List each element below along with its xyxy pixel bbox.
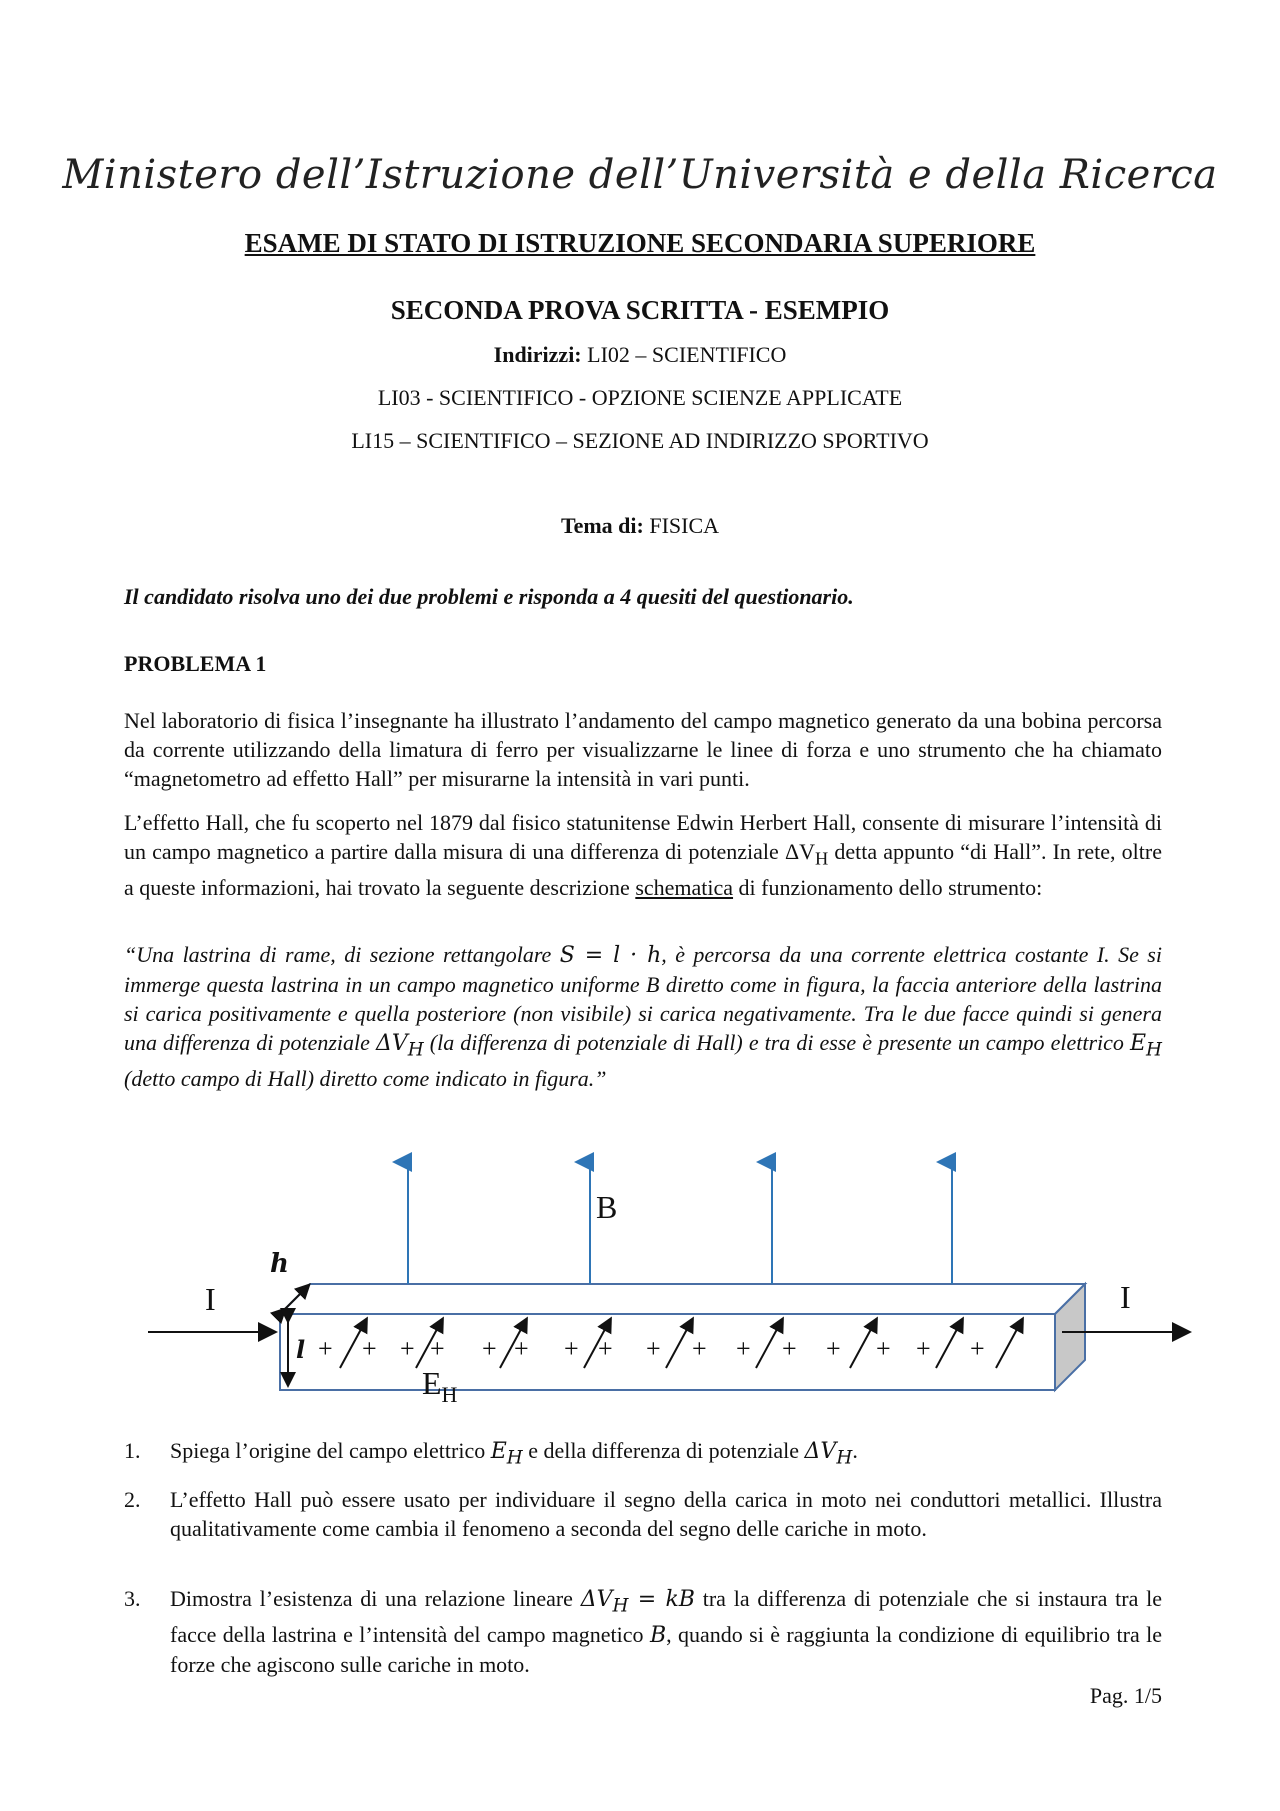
p2-mid: detta appunto “di Hall”. In rete, oltre a queste informazioni, hai trovato la seguente descrizione: [124, 839, 1163, 901]
label-e-main: E: [422, 1365, 442, 1401]
label-i-right: I: [1120, 1279, 1131, 1315]
quote-a: “Una lastrina di rame, di sezione rettangolare: [124, 942, 560, 967]
p2-start: L’effetto Hall, che fu scoperto nel 1879 dal fisico statunitense Edwin Herbert Hall, consente di misurare l’intensità di un campo magnetico a partire dalla misura di una differenza di potenziale ΔV: [124, 810, 1162, 864]
label-b: B: [596, 1189, 618, 1225]
question-number: 1.: [124, 1438, 141, 1463]
q1-part-b: e della differenza di potenziale: [522, 1438, 805, 1463]
problem-quote: [124, 940, 1162, 1093]
plus-sign: +: [430, 1334, 445, 1363]
plus-sign: +: [970, 1334, 985, 1363]
plus-sign: +: [646, 1334, 661, 1363]
quote-e: E: [1129, 1031, 1147, 1056]
plus-sign: +: [826, 1334, 841, 1363]
question-number: 3.: [124, 1586, 141, 1611]
q1-part-a: Spiega l’origine del campo elettrico: [170, 1438, 491, 1463]
p2-sub: H: [814, 848, 829, 869]
hall-effect-figure: [130, 1150, 1210, 1410]
quote-d: (detto campo di Hall) diretto come indicato in figura.”: [124, 1066, 607, 1092]
quote-dv-sub: H: [407, 1039, 424, 1061]
ministry-heading: Ministero dell’Istruzione dell’Università e della Ricerca: [62, 152, 1218, 198]
p2-end: di funzionamento dello strumento:: [733, 875, 1043, 901]
addresses-line-1: [0, 342, 1280, 368]
addresses-line-3: LI15 – SCIENTIFICO – SEZIONE AD INDIRIZZO SPORTIVO: [351, 428, 929, 453]
slab-front-face: [280, 1314, 1055, 1390]
subject-line: [0, 513, 1280, 539]
q1-sub-1: H: [506, 1447, 523, 1469]
q1-math-2: ΔV: [804, 1439, 837, 1464]
instructions: Il candidato risolva uno dei due problemi e risponda a 4 quesiti del questionario.: [124, 584, 854, 609]
quote-e-sub: H: [1146, 1039, 1163, 1061]
test-title: SECONDA PROVA SCRITTA - ESEMPIO: [390, 295, 890, 325]
question-text: [170, 1436, 1162, 1472]
page-number: Pag. 1/5: [1089, 1683, 1162, 1708]
addresses-line-2: LI03 - SCIENTIFICO - OPZIONE SCIENZE APPLICATE: [377, 385, 903, 410]
quote-c: (la differenza di potenziale di Hall) e tra di esse è presente un campo elettrico: [423, 1030, 1130, 1055]
q3-equation: = kB: [628, 1587, 695, 1612]
subject-label: Tema di:: [560, 513, 644, 538]
plus-sign: +: [514, 1334, 529, 1363]
label-e-sub: H: [441, 1382, 458, 1407]
plus-sign: +: [598, 1334, 613, 1363]
q3-math-1: ΔV: [580, 1587, 613, 1612]
addresses-value-1: LI02 – SCIENTIFICO: [587, 342, 787, 367]
problem-paragraph-2: [124, 808, 1162, 902]
q3-part-c: , quando si è raggiunta la condizione di equilibrio tra le forze che agiscono sulle cariche in moto.: [170, 1622, 1162, 1678]
question-number: 2.: [124, 1487, 141, 1512]
quote-b: , è percorsa da una corrente elettrica costante I. Se si immerge questa lastrina in un campo magnetico uniforme B diretto come in figura, la faccia anteriore della lastrina si carica positivamente e quella posteriore (non visibile) si carica negativamente. Tra le due facce quindi si genera una differenza di potenziale: [124, 942, 1162, 1055]
addresses-label: Indirizzi:: [493, 342, 582, 367]
problem-title: PROBLEMA 1: [124, 651, 267, 676]
plus-sign: +: [916, 1334, 931, 1363]
label-h: h: [270, 1249, 289, 1279]
q3-math-2: B: [649, 1623, 667, 1649]
plus-sign: +: [692, 1334, 707, 1363]
plus-sign: +: [782, 1334, 797, 1363]
q1-part-c: .: [852, 1438, 858, 1463]
slab-top-face: [280, 1284, 1085, 1314]
q3-sub-1: H: [612, 1595, 629, 1617]
plus-sign: +: [400, 1334, 415, 1363]
subject-value: FISICA: [649, 513, 720, 538]
plus-sign: +: [564, 1334, 579, 1363]
p2-underlined: schematica: [635, 875, 734, 901]
plus-sign: +: [482, 1334, 497, 1363]
question-text: [170, 1584, 1162, 1679]
exam-title: ESAME DI STATO DI ISTRUZIONE SECONDARIA SUPERIORE: [244, 228, 1036, 258]
q3-part-a: Dimostra l’esistenza di una relazione lineare: [170, 1586, 581, 1611]
quote-dv: ΔV: [375, 1031, 408, 1056]
q1-math-1: E: [490, 1439, 507, 1464]
problem-paragraph-1: Nel laboratorio di fisica l’insegnante ha illustrato l’andamento del campo magnetico generato da una bobina percorsa da corrente utilizzando della limatura di ferro per visualizzarne le linee di forza e uno strumento che ha chiamato “magnetometro ad effetto Hall” per misurarne la intensità in vari punti.: [124, 708, 1162, 791]
plus-sign: +: [736, 1334, 751, 1363]
q3-part-b: tra la differenza di potenziale che si instaura tra le facce della lastrina e l’intensità del campo magnetico: [170, 1586, 1163, 1648]
q1-sub-2: H: [836, 1447, 853, 1469]
plus-sign: +: [362, 1334, 377, 1363]
label-i-left: I: [205, 1281, 216, 1317]
quote-formula: S = l · h: [559, 943, 662, 968]
label-l: l: [296, 1335, 306, 1364]
plus-sign: +: [318, 1334, 333, 1363]
question-text: L’effetto Hall può essere usato per individuare il segno della carica in moto nei conduttori metallici. Illustra qualitativamente come cambia il fenomeno a seconda del segno delle cariche in moto.: [170, 1487, 1162, 1541]
plus-sign: +: [876, 1334, 891, 1363]
